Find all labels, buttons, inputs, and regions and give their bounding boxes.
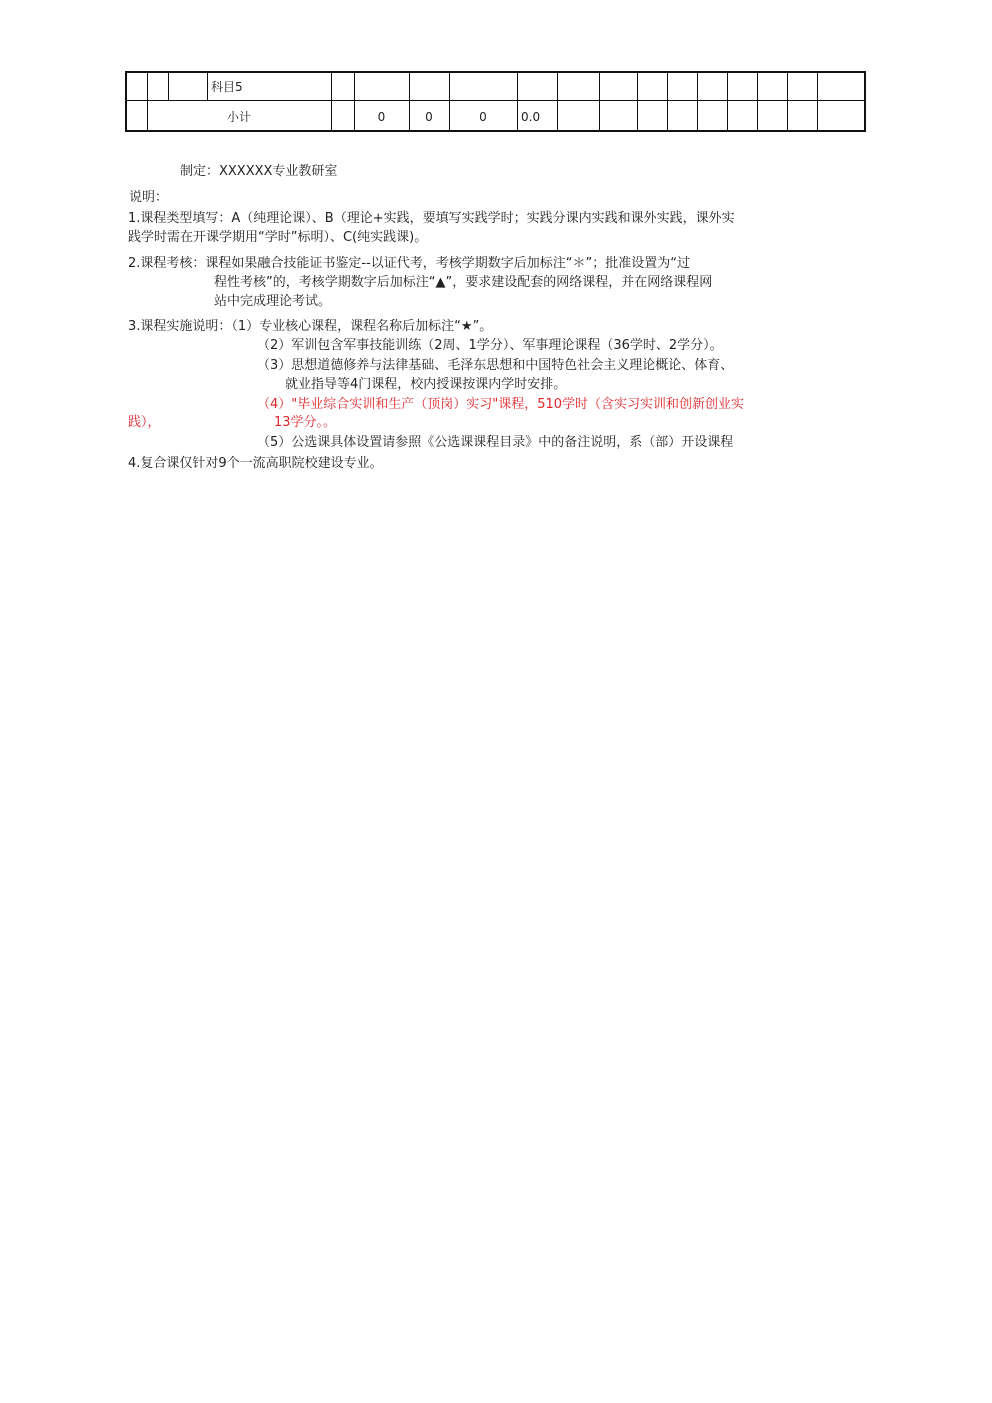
maker-line: 制定：XXXXXX专业教研室	[180, 164, 338, 179]
note-3-item-5: （5）公选课具体设置请参照《公选课课程目录》中的备注说明，系（部）开设课程	[257, 435, 734, 450]
note-3-item-4-line-2b: 13学分。。	[274, 415, 337, 430]
note-1-line-2: 践学时需在开课学期用“学时”标明）、C(纯实践课)。	[128, 230, 428, 245]
note-3-item-4-line-1: （4）"毕业综合实训和生产（顶岗）实习"课程，510学时（含实习实训和创新创业实	[257, 397, 745, 412]
note-3-item-4-line-2a: 践），	[128, 415, 161, 430]
table-row-subtotal	[125, 101, 866, 132]
note-1-line-1: 1.课程类型填写：A（纯理论课）、B（理论+实践，要填写实践学时；实践分课内实践和课外实践，课外实	[128, 211, 735, 226]
note-3-item-3-line-1: （3）思想道德修养与法律基础、毛泽东思想和中国特色社会主义理论概论、体育、	[257, 358, 734, 373]
subtotal-value-cell: 0.0	[521, 109, 541, 124]
note-2-line-1: 2.课程考核：课程如果融合技能证书鉴定--以证代考，考核学期数字后加标注“＊”；批准设置为“过	[128, 256, 690, 271]
note-2-line-2: 程性考核”的，考核学期数字后加标注“▲”，要求建设配套的网络课程，并在网络课程网	[214, 275, 713, 290]
subtotal-value-cell: 0	[479, 109, 487, 124]
table-row-subject5	[125, 71, 866, 101]
note-3-line-1: 3.课程实施说明：（1）专业核心课程，课程名称后加标注“★”。	[128, 319, 493, 334]
subject-name-cell: 科目5	[211, 79, 243, 94]
subtotal-value-cell: 0	[425, 109, 433, 124]
notes-heading: 说明：	[129, 190, 169, 205]
note-4: 4.复合课仅针对9个一流高职院校建设专业。	[128, 456, 383, 471]
curriculum-table	[125, 71, 866, 132]
note-2-line-3: 站中完成理论考试。	[214, 294, 332, 309]
note-3-item-3-line-2: 就业指导等4门课程，校内授课按课内学时安排。	[285, 377, 567, 392]
subtotal-value-cell: 0	[377, 109, 386, 124]
note-3-item-2: （2）军训包含军事技能训练（2周、1学分）、军事理论课程（36学时、2学分）。	[257, 338, 723, 353]
subtotal-label-cell: 小计	[226, 110, 251, 124]
